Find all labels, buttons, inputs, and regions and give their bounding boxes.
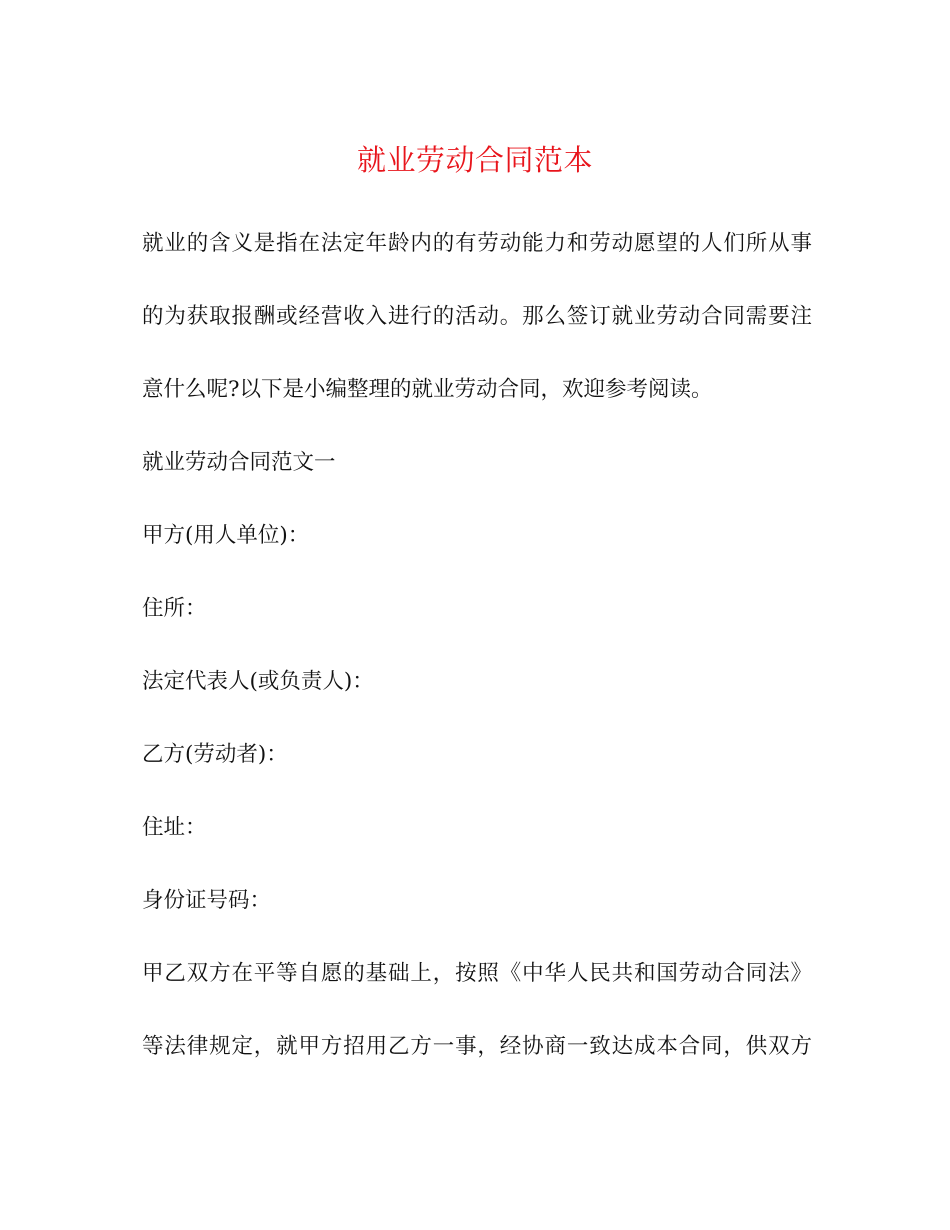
party-a-address-label: 住所： [142,596,207,621]
party-a-label: 甲方(用人单位)： [142,523,310,548]
document-title: 就业劳动合同范本 [356,143,593,177]
party-b-label: 乙方(劳动者)： [142,742,288,767]
agreement-paragraph-line-1: 甲乙双方在平等自愿的基础上，按照《中华人民共和国劳动合同法》 [142,961,812,986]
legal-representative-label: 法定代表人(或负责人)： [142,669,374,694]
party-b-address-label: 住址： [142,815,207,840]
paragraph-line-intro-1: 就业的含义是指在法定年龄内的有劳动能力和劳动愿望的人们所从事 [142,231,812,256]
paragraph-line-intro-3: 意什么呢?以下是小编整理的就业劳动合同，欢迎参考阅读。 [142,377,713,402]
agreement-paragraph-line-2: 等法律规定，就甲方招用乙方一事，经协商一致达成本合同，供双方 [142,1034,812,1059]
section-heading: 就业劳动合同范文一 [142,450,336,475]
paragraph-line-intro-2: 的为获取报酬或经营收入进行的活动。那么签订就业劳动合同需要注 [142,304,812,329]
id-number-label: 身份证号码： [142,888,272,913]
